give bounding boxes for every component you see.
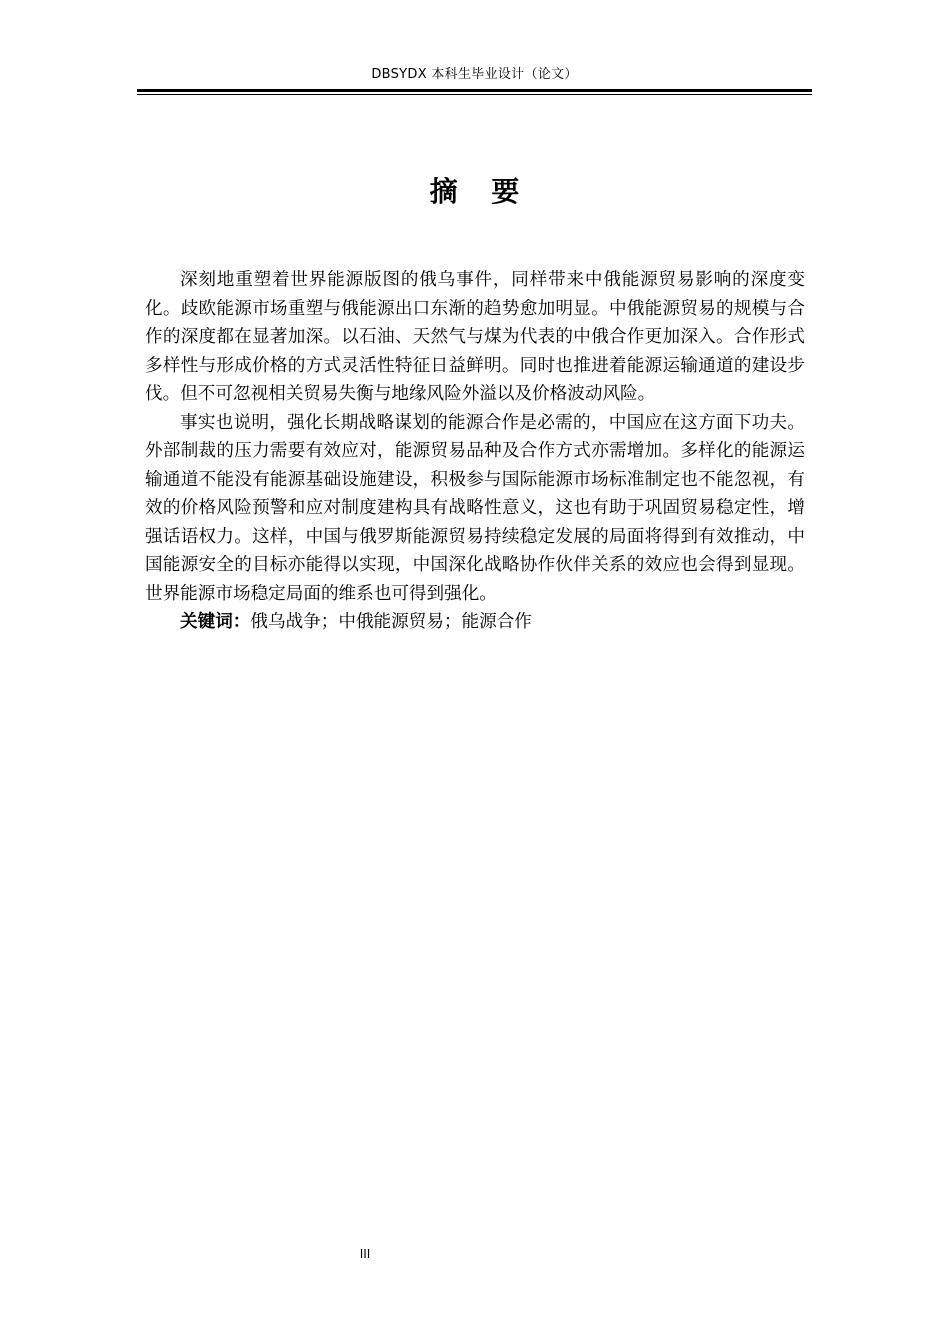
abstract-paragraph-1: 深刻地重塑着世界能源版图的俄乌事件，同样带来中俄能源贸易影响的深度变化。歧欧能源市场重塑与俄能源出口东渐的趋势愈加明显。中俄能源贸易的规模与合作的深度都在显著加深。以石油、天然气与煤为代表的中俄合作更加深入。合作形式多样性与形成价格的方式灵活性特征日益鲜明。同时也推进着能源运输通道的建设步伐。但不可忽视相关贸易失衡与地缘风险外溢以及价格波动风险。 [145,270,805,404]
abstract-body [145,266,805,637]
keywords-label: 关键词： [180,612,251,632]
keywords-line [145,608,805,637]
header-rule-thick [137,89,812,92]
abstract-paragraph-2: 事实也说明，强化长期战略谋划的能源合作是必需的，中国应在这方面下功夫。外部制裁的压力需要有效应对，能源贸易品种及合作方式亦需增加。多样化的能源运输通道不能没有能源基础设施建设，积极参与国际能源市场标准制定也不能忽视，有效的价格风险预警和应对制度建构具有战略性意义，这也有助于巩固贸易稳定性，增强话语权力。这样，中国与俄罗斯能源贸易持续稳定发展的局面将得到有效推动，中国能源安全的目标亦能得以实现，中国深化战略协作伙伴关系的效应也会得到显现。世界能源市场稳定局面的维系也可得到强化。 [145,412,805,604]
running-header: DBSYDX 本科生毕业设计（论文） [371,67,578,82]
abstract-title: 摘 要 [429,175,532,208]
header-rule-thin [137,94,812,95]
page-number: III [359,1247,371,1261]
keywords-text: 俄乌战争；中俄能源贸易；能源合作 [250,612,532,632]
